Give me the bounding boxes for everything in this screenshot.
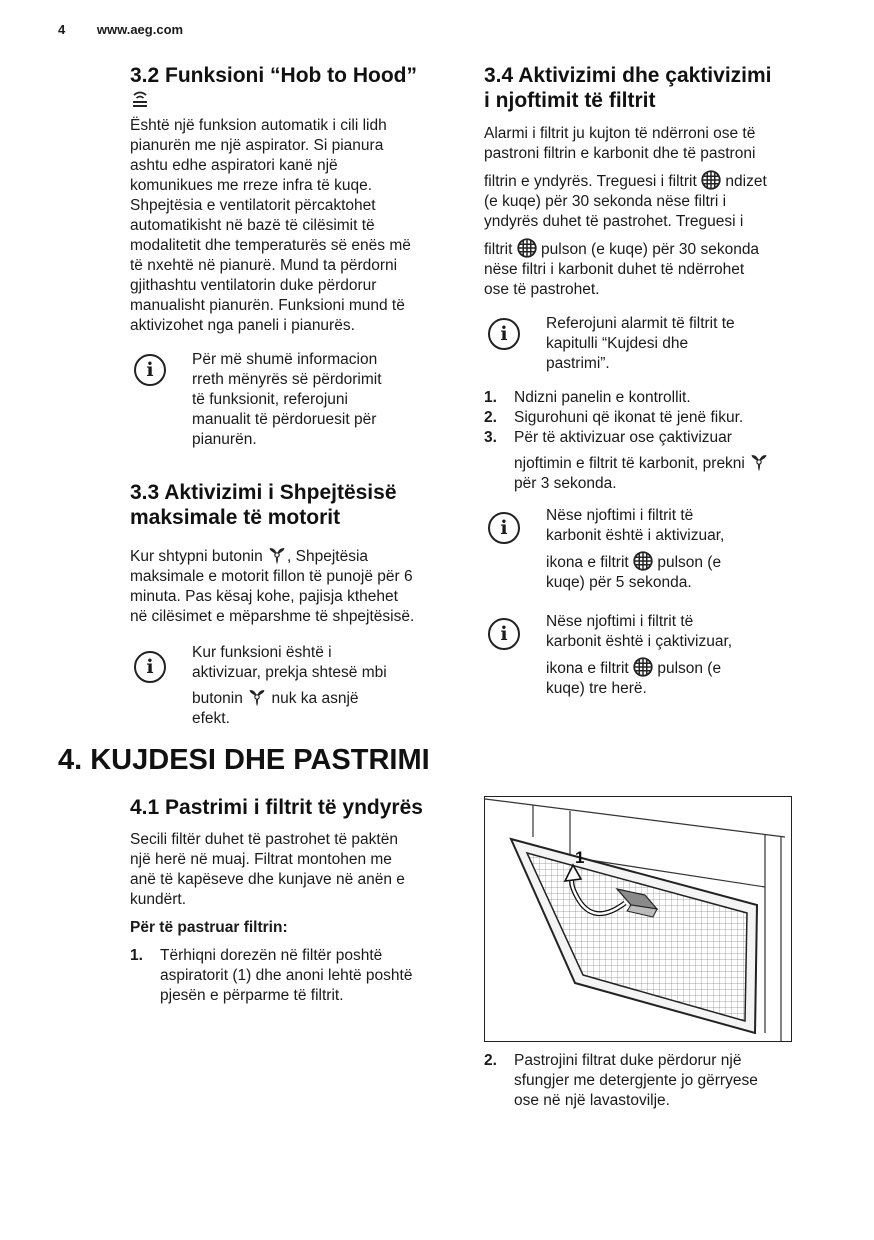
section-3-3-title bbox=[130, 480, 470, 530]
section-3-2-title: 3.2 Funksioni “Hob to Hood” bbox=[130, 64, 417, 87]
info-icon: i bbox=[488, 318, 520, 350]
note-line: aktivizuar, prekja shtesë mbi bbox=[192, 664, 387, 681]
section-3-3-body bbox=[130, 545, 470, 627]
steps-list bbox=[130, 946, 470, 1006]
step-text: Tërhiqni dorezën në filtër poshtë bbox=[160, 947, 383, 964]
note-text: pulson (e bbox=[657, 660, 722, 677]
body-line: ashtu edhe aspiratori kanë një bbox=[130, 157, 338, 174]
info-note bbox=[130, 350, 470, 450]
section-3-2 bbox=[130, 63, 470, 450]
title-line: 3.3 Aktivizimi i Shpejtësisë bbox=[130, 481, 397, 504]
list-item bbox=[484, 428, 824, 494]
body-text: filtrit bbox=[484, 241, 513, 258]
filter-grid-icon bbox=[633, 657, 653, 677]
info-note bbox=[484, 506, 824, 593]
note-line: pastrimi”. bbox=[546, 355, 610, 372]
section-4-1-step2 bbox=[484, 1051, 824, 1111]
body-line: maksimale e motorit fillon të punojë për 6 bbox=[130, 568, 413, 585]
title-line: maksimale të motorit bbox=[130, 506, 341, 529]
steps-list bbox=[484, 1051, 824, 1111]
note-text: nuk ka asnjë bbox=[271, 690, 359, 707]
body-text: pulson (e kuqe) për 30 sekonda bbox=[541, 241, 760, 258]
subheading: Për të pastruar filtrin: bbox=[130, 919, 288, 936]
title-line: i njoftimit të filtrit bbox=[484, 89, 656, 112]
filter-grid-icon bbox=[517, 238, 537, 258]
note-text: butonin bbox=[192, 690, 243, 707]
body-line: manualisht pianurën. Funksioni mund të bbox=[130, 297, 405, 314]
note-line: kuqe) për 5 sekonda. bbox=[546, 574, 692, 591]
body-line: nëse filtri i karbonit duhet të ndërrohet bbox=[484, 261, 745, 278]
body-line: aktivizohet nga paneli i pianurës. bbox=[130, 317, 355, 334]
section-3-4-body bbox=[484, 124, 824, 300]
body-line: anë të kapëseve dhe kunjave në anën e bbox=[130, 871, 405, 888]
body-line: të nxehtë në pianurë. Mund ta përdorni bbox=[130, 257, 398, 274]
chapter-4-title: 4. KUJDESI DHE PASTRIMI bbox=[58, 744, 430, 776]
section-3-3 bbox=[130, 480, 470, 729]
step-number: 3. bbox=[484, 429, 497, 446]
note-line: karbonit është i aktivizuar, bbox=[546, 527, 725, 544]
step-text: Për të aktivizuar ose çaktivizuar bbox=[514, 429, 732, 446]
body-line: ose të pastrohet. bbox=[484, 281, 600, 298]
step-text: njoftimin e filtrit të karbonit, prekni bbox=[514, 455, 745, 472]
info-icon: i bbox=[488, 618, 520, 650]
body-line: komunikues me rreze infra të kuqe. bbox=[130, 177, 373, 194]
figure-callout-label: 1 bbox=[575, 848, 585, 867]
fan-icon bbox=[247, 687, 267, 707]
section-3-2-body bbox=[130, 116, 470, 336]
list-item bbox=[130, 946, 470, 1006]
step-text: pjesën e përparme të filtrit. bbox=[160, 987, 344, 1004]
step-number: 1. bbox=[130, 947, 143, 964]
note-text: pulson (e bbox=[657, 554, 722, 571]
note-line: karbonit është i çaktivizuar, bbox=[546, 633, 733, 650]
section-3-4 bbox=[484, 63, 824, 699]
body-line: Secili filtër duhet të pastrohet të paktën bbox=[130, 831, 398, 848]
section-4-1-body bbox=[130, 830, 470, 910]
step-text: ose në një lavastovilje. bbox=[514, 1092, 670, 1109]
page-header bbox=[58, 22, 183, 37]
body-line: (e kuqe) për 30 sekonda nëse filtri i bbox=[484, 193, 727, 210]
step-text: sfungjer me detergjente jo gërryese bbox=[514, 1072, 758, 1089]
note-line: pianurën. bbox=[192, 431, 257, 448]
body-line: Shpejtësia e ventilatorit përcaktohet bbox=[130, 197, 376, 214]
body-line: pastroni filtrin e karbonit dhe të pastroni bbox=[484, 145, 756, 162]
step-text: aspiratorit (1) dhe anoni lehtë poshtë bbox=[160, 967, 413, 984]
section-4-1-title: 4.1 Pastrimi i filtrit të yndyrës bbox=[130, 796, 423, 819]
body-text: filtrin e yndyrës. Treguesi i filtrit bbox=[484, 173, 697, 190]
info-icon: i bbox=[134, 354, 166, 386]
body-text: , Shpejtësia bbox=[287, 548, 369, 565]
info-note bbox=[484, 612, 824, 699]
step-number: 2. bbox=[484, 1052, 497, 1069]
body-line: modalitetit dhe temperaturës së enës më bbox=[130, 237, 411, 254]
step-text: Sigurohuni që ikonat të jenë fikur. bbox=[514, 409, 744, 426]
body-line: automatikisht në bazë të cilësimit të bbox=[130, 217, 375, 234]
list-item bbox=[484, 408, 824, 428]
filter-removal-illustration bbox=[484, 796, 792, 1042]
note-line: Nëse njoftimi i filtrit të bbox=[546, 613, 694, 630]
title-line: 3.4 Aktivizimi dhe çaktivizimi bbox=[484, 64, 772, 87]
hood-filter-drawing bbox=[485, 797, 791, 1041]
section-4-1 bbox=[130, 795, 470, 1006]
info-note bbox=[130, 643, 470, 729]
body-text: ndizet bbox=[725, 173, 767, 190]
body-line: në cilësimet e mëparshme të shpejtësisë. bbox=[130, 608, 415, 625]
step-number: 2. bbox=[484, 409, 497, 426]
note-line: manualit të përdoruesit për bbox=[192, 411, 377, 428]
step-text: Pastrojini filtrat duke përdorur një bbox=[514, 1052, 742, 1069]
info-icon: i bbox=[134, 651, 166, 683]
note-line: kuqe) tre herë. bbox=[546, 680, 647, 697]
note-line: Referojuni alarmit të filtrit te bbox=[546, 315, 735, 332]
step-text: për 3 sekonda. bbox=[514, 475, 617, 492]
fan-icon bbox=[749, 452, 769, 472]
body-text: Kur shtypni butonin bbox=[130, 548, 263, 565]
note-line: Kur funksioni është i bbox=[192, 644, 332, 661]
filter-grid-icon bbox=[701, 170, 721, 190]
body-line: pianurën me një aspirator. Si pianura bbox=[130, 137, 384, 154]
fan-icon bbox=[267, 545, 287, 565]
site-url[interactable]: www.aeg.com bbox=[96, 22, 184, 37]
note-text: ikona e filtrit bbox=[546, 660, 629, 677]
note-text: ikona e filtrit bbox=[546, 554, 629, 571]
info-note bbox=[484, 314, 824, 374]
body-line: Është një funksion automatik i cili lidh bbox=[130, 117, 387, 134]
body-line: gjithashtu ventilatorin duke përdorur bbox=[130, 277, 377, 294]
step-number: 1. bbox=[484, 389, 497, 406]
note-line: kapitulli “Kujdesi dhe bbox=[546, 335, 689, 352]
section-3-4-title bbox=[484, 63, 824, 113]
body-line: kundërt. bbox=[130, 891, 187, 908]
note-line: të funksionit, referojuni bbox=[192, 391, 348, 408]
body-line: një herë në muaj. Filtrat montohen me bbox=[130, 851, 392, 868]
body-line: yndyrës duhet të pastrohet. Treguesi i bbox=[484, 213, 744, 230]
note-line: rreth mënyrës së përdorimit bbox=[192, 371, 382, 388]
filter-grid-icon bbox=[633, 551, 653, 571]
info-icon: i bbox=[488, 512, 520, 544]
note-line: Nëse njoftimi i filtrit të bbox=[546, 507, 694, 524]
note-line: efekt. bbox=[192, 710, 230, 727]
body-line: minuta. Pas kësaj kohe, pajisja kthehet bbox=[130, 588, 398, 605]
note-line: Për më shumë informacion bbox=[192, 351, 378, 368]
step-text: Ndizni panelin e kontrollit. bbox=[514, 389, 691, 406]
steps-list bbox=[484, 388, 824, 494]
hob-to-hood-icon bbox=[130, 90, 470, 112]
list-item bbox=[484, 1051, 824, 1111]
page-number: 4 bbox=[58, 22, 66, 37]
body-line: Alarmi i filtrit ju kujton të ndërroni ose të bbox=[484, 125, 756, 142]
list-item bbox=[484, 388, 824, 408]
